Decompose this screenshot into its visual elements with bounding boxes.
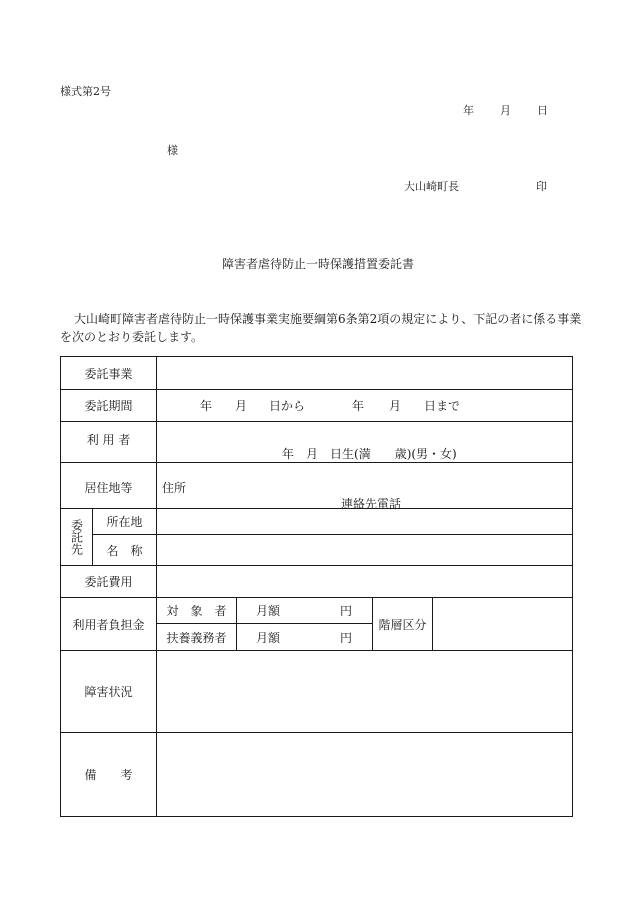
period-from-month: 月 — [235, 399, 248, 413]
date-day: 日 — [537, 104, 548, 117]
address-label: 住所 — [162, 481, 187, 495]
disability-label: 障害状況 — [61, 651, 157, 733]
disability-field[interactable] — [157, 651, 573, 733]
row-burden-target — [61, 598, 573, 624]
period-from-day: 日から — [269, 399, 306, 413]
tier-label: 階層区分 — [373, 598, 433, 651]
seal-mark: 印 — [536, 180, 547, 193]
row-name — [61, 535, 573, 566]
body-text-line-1: 大山崎町障害者虐待防止一時保護事業実施要綱第6条第2項の規定により、下記の者に係る事業 — [74, 312, 582, 326]
user-field[interactable] — [157, 422, 573, 463]
target-monthly-field[interactable] — [237, 598, 373, 624]
row-residence — [61, 463, 573, 509]
residence-label: 居住地等 — [61, 463, 157, 509]
row-remarks — [61, 733, 573, 817]
fee-field[interactable] — [157, 566, 573, 598]
period-to-year: 年 — [352, 399, 365, 413]
date-month: 月 — [500, 104, 511, 117]
contractor-label-text: 委託先 — [69, 519, 84, 555]
location-field[interactable] — [157, 509, 573, 535]
location-label: 所在地 — [93, 509, 157, 535]
remarks-field[interactable] — [157, 733, 573, 817]
commission-table — [60, 356, 573, 817]
row-user — [61, 422, 573, 463]
name-field[interactable] — [157, 535, 573, 566]
row-location — [61, 509, 573, 535]
row-business — [61, 357, 573, 390]
document-title: 障害者虐待防止一時保護措置委託書 — [222, 257, 415, 271]
supporter-yen: 円 — [340, 631, 353, 645]
date-year: 年 — [463, 104, 474, 117]
supporter-monthly-field[interactable] — [237, 624, 373, 651]
burden-label: 利用者負担金 — [61, 598, 157, 651]
phone-label: 連絡先電話 — [341, 497, 402, 511]
fee-label: 委託費用 — [61, 566, 157, 598]
supporter-label: 扶養義務者 — [157, 624, 237, 651]
row-disability — [61, 651, 573, 733]
row-period — [61, 390, 573, 422]
form-number: 様式第2号 — [60, 85, 111, 98]
user-birth-info: 年 月 日生(満 歳)(男・女) — [282, 447, 457, 461]
issuer-name: 大山崎町長 — [404, 180, 459, 193]
business-label: 委託事業 — [61, 357, 157, 390]
target-monthly-label: 月額 — [256, 604, 281, 618]
period-from-year: 年 — [200, 399, 213, 413]
name-label: 名 称 — [93, 535, 157, 566]
row-fee — [61, 566, 573, 598]
period-to-day: 日まで — [424, 399, 461, 413]
addressee-suffix: 様 — [167, 144, 178, 157]
residence-field[interactable] — [157, 463, 573, 509]
business-field[interactable] — [157, 357, 573, 390]
remarks-label: 備 考 — [61, 733, 157, 817]
user-label: 利 用 者 — [61, 422, 157, 463]
period-to-month: 月 — [389, 399, 402, 413]
period-field[interactable] — [157, 390, 573, 422]
body-text-line-2: を次のとおり委託します。 — [60, 330, 204, 344]
period-label: 委託期間 — [61, 390, 157, 422]
target-yen: 円 — [340, 604, 353, 618]
contractor-label — [61, 509, 93, 566]
tier-field[interactable] — [433, 598, 573, 651]
supporter-monthly-label: 月額 — [256, 631, 281, 645]
target-label: 対 象 者 — [157, 598, 237, 624]
